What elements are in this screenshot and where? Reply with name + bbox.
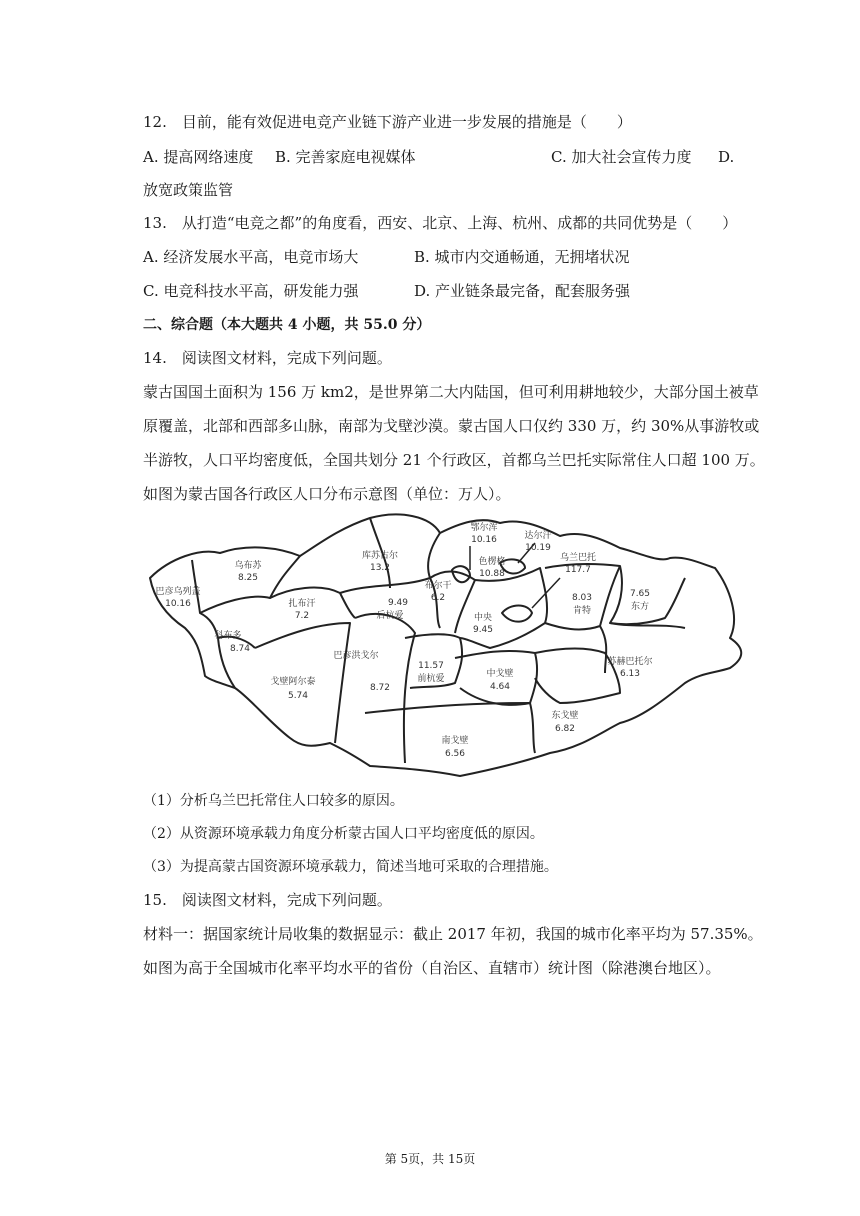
region-value: 117.7 (565, 565, 591, 575)
region-label: 达尔汗 (524, 531, 552, 541)
q14-stem: 14. 阅读图文材料，完成下列问题。 (143, 349, 392, 367)
q12-option-c: C. 加大社会宣传力度 (551, 148, 692, 166)
region-label: 肯特 (572, 606, 592, 616)
q13-option-d: D. 产业链条最完备，配套服务强 (414, 282, 631, 300)
q14-paragraph-4: 如图为蒙古国各行政区人口分布示意图（单位：万人）。 (143, 485, 511, 503)
q14-paragraph-2: 原覆盖，北部和西部多山脉，南部为戈壁沙漠。蒙古国人口仅约 330 万，约 30%从事游牧或 (143, 417, 760, 435)
region-value: 4.64 (489, 682, 511, 692)
region-label: 巴彦乌列盖 (155, 587, 201, 597)
boundary-west (192, 560, 218, 638)
q13-stem: 13. 从打造“电竞之都”的角度看，西安、北京、上海、杭州、成都的共同优势是（ ） (143, 214, 738, 232)
region-value: 8.25 (237, 573, 259, 583)
region-value: 9.49 (387, 598, 409, 608)
q13-option-a: A. 经济发展水平高，电竞市场大 (143, 248, 359, 266)
region-label: 科布多 (214, 631, 242, 641)
q12-option-d-text: 放宽政策监管 (143, 181, 234, 199)
region-zavkhan (288, 597, 315, 621)
region-value: 10.19 (525, 543, 551, 553)
region-dornod (630, 589, 650, 612)
region-value: 7.65 (629, 589, 651, 599)
region-label: 色楞格 (478, 557, 506, 567)
region-ubsa (234, 559, 262, 583)
q15-stem: 15. 阅读图文材料，完成下列问题。 (143, 891, 392, 909)
region-value: 5.74 (287, 691, 309, 701)
region-arkhangai (376, 598, 408, 621)
region-khuvsgul (362, 549, 398, 573)
q12-option-b: B. 完善家庭电视媒体 (275, 148, 416, 166)
region-label: 中央 (473, 613, 493, 623)
region-tov (473, 611, 493, 635)
region-value: 10.16 (165, 599, 191, 609)
region-label: 乌布苏 (234, 561, 262, 571)
region-label: 东方 (630, 602, 650, 612)
region-value: 7.2 (294, 611, 310, 621)
enclave-orkhon (452, 566, 470, 582)
region-south-gobi (441, 734, 468, 759)
region-darkhan (524, 529, 551, 553)
q12-option-d: D. (718, 148, 735, 166)
q13-option-b: B. 城市内交通畅通，无拥堵状况 (414, 248, 630, 266)
region-uvurkhangai (417, 661, 444, 684)
region-label: 苏赫巴托尔 (607, 657, 653, 667)
region-value: 8.74 (229, 644, 251, 654)
region-label: 南戈壁 (441, 736, 469, 746)
region-label: 乌兰巴托 (559, 553, 597, 563)
q12-stem: 12. 目前，能有效促进电竞产业链下游产业进一步发展的措施是（ ） (143, 113, 632, 131)
q14-paragraph-1: 蒙古国国土面积为 156 万 km2，是世界第二大内陆国，但可利用耕地较少，大部分国土被草 (143, 383, 759, 401)
region-value: 8.72 (369, 683, 391, 693)
region-label: 后杭爱 (376, 611, 404, 621)
region-gobi-altai (270, 675, 315, 701)
region-value: 10.88 (479, 569, 505, 579)
region-label: 前杭爱 (417, 674, 445, 684)
region-label: 库苏古尔 (361, 551, 399, 561)
region-value: 11.57 (418, 661, 444, 671)
region-bulgan (424, 579, 451, 603)
region-middle-gobi (486, 667, 513, 692)
region-label: 鄂尔浑 (470, 523, 498, 533)
enclave-ulaanbaatar (502, 606, 532, 622)
region-value: 6.2 (430, 593, 446, 603)
q14-sub-3: （3）为提高蒙古国资源环境承载力，简述当地可采取的合理措施。 (143, 859, 558, 875)
q12-option-a: A. 提高网络速度 (143, 148, 254, 166)
region-label: 中戈壁 (486, 669, 514, 679)
region-orkhon (470, 521, 497, 545)
q14-paragraph-3: 半游牧，人口平均密度低，全国共划分 21 个行政区，首都乌兰巴托实际常住人口超 100 万。 (143, 451, 765, 469)
region-label: 巴彦洪戈尔 (333, 651, 379, 661)
region-value: 6.13 (619, 669, 641, 679)
region-label: 扎布汗 (288, 599, 316, 609)
q15-paragraph-2: 如图为高于全国城市化率平均水平的省份（自治区、直辖市）统计图（除港澳台地区）。 (143, 959, 721, 977)
region-label: 东戈壁 (551, 711, 579, 721)
region-value: 6.82 (554, 724, 576, 734)
section-heading: 二、综合题（本大题共 4 小题，共 55.0 分） (143, 317, 431, 333)
region-label: 布尔干 (424, 581, 452, 591)
q15-paragraph-1: 材料一：据国家统计局收集的数据显示：截止 2017 年初，我国的城市化率平均为 57.35%。 (143, 925, 763, 943)
region-value: 9.45 (472, 625, 494, 635)
region-east-gobi (551, 709, 578, 734)
region-value: 10.16 (471, 535, 497, 545)
region-khentii (572, 593, 592, 616)
region-label: 戈壁阿尔泰 (270, 677, 316, 687)
boundary-tov (460, 568, 547, 648)
region-sukhbaatar (607, 655, 652, 679)
q14-sub-1: （1）分析乌兰巴托常住人口较多的原因。 (143, 793, 404, 809)
q14-sub-2: （2）从资源环境承载力角度分析蒙古国人口平均密度低的原因。 (143, 826, 544, 842)
region-value: 6.56 (444, 749, 466, 759)
page-footer: 第 5页，共 15页 (384, 1152, 476, 1166)
mongolia-population-map (140, 508, 750, 780)
q13-option-c: C. 电竞科技水平高，研发能力强 (143, 282, 359, 300)
region-value: 13.2 (369, 563, 391, 573)
region-value: 8.03 (571, 593, 593, 603)
